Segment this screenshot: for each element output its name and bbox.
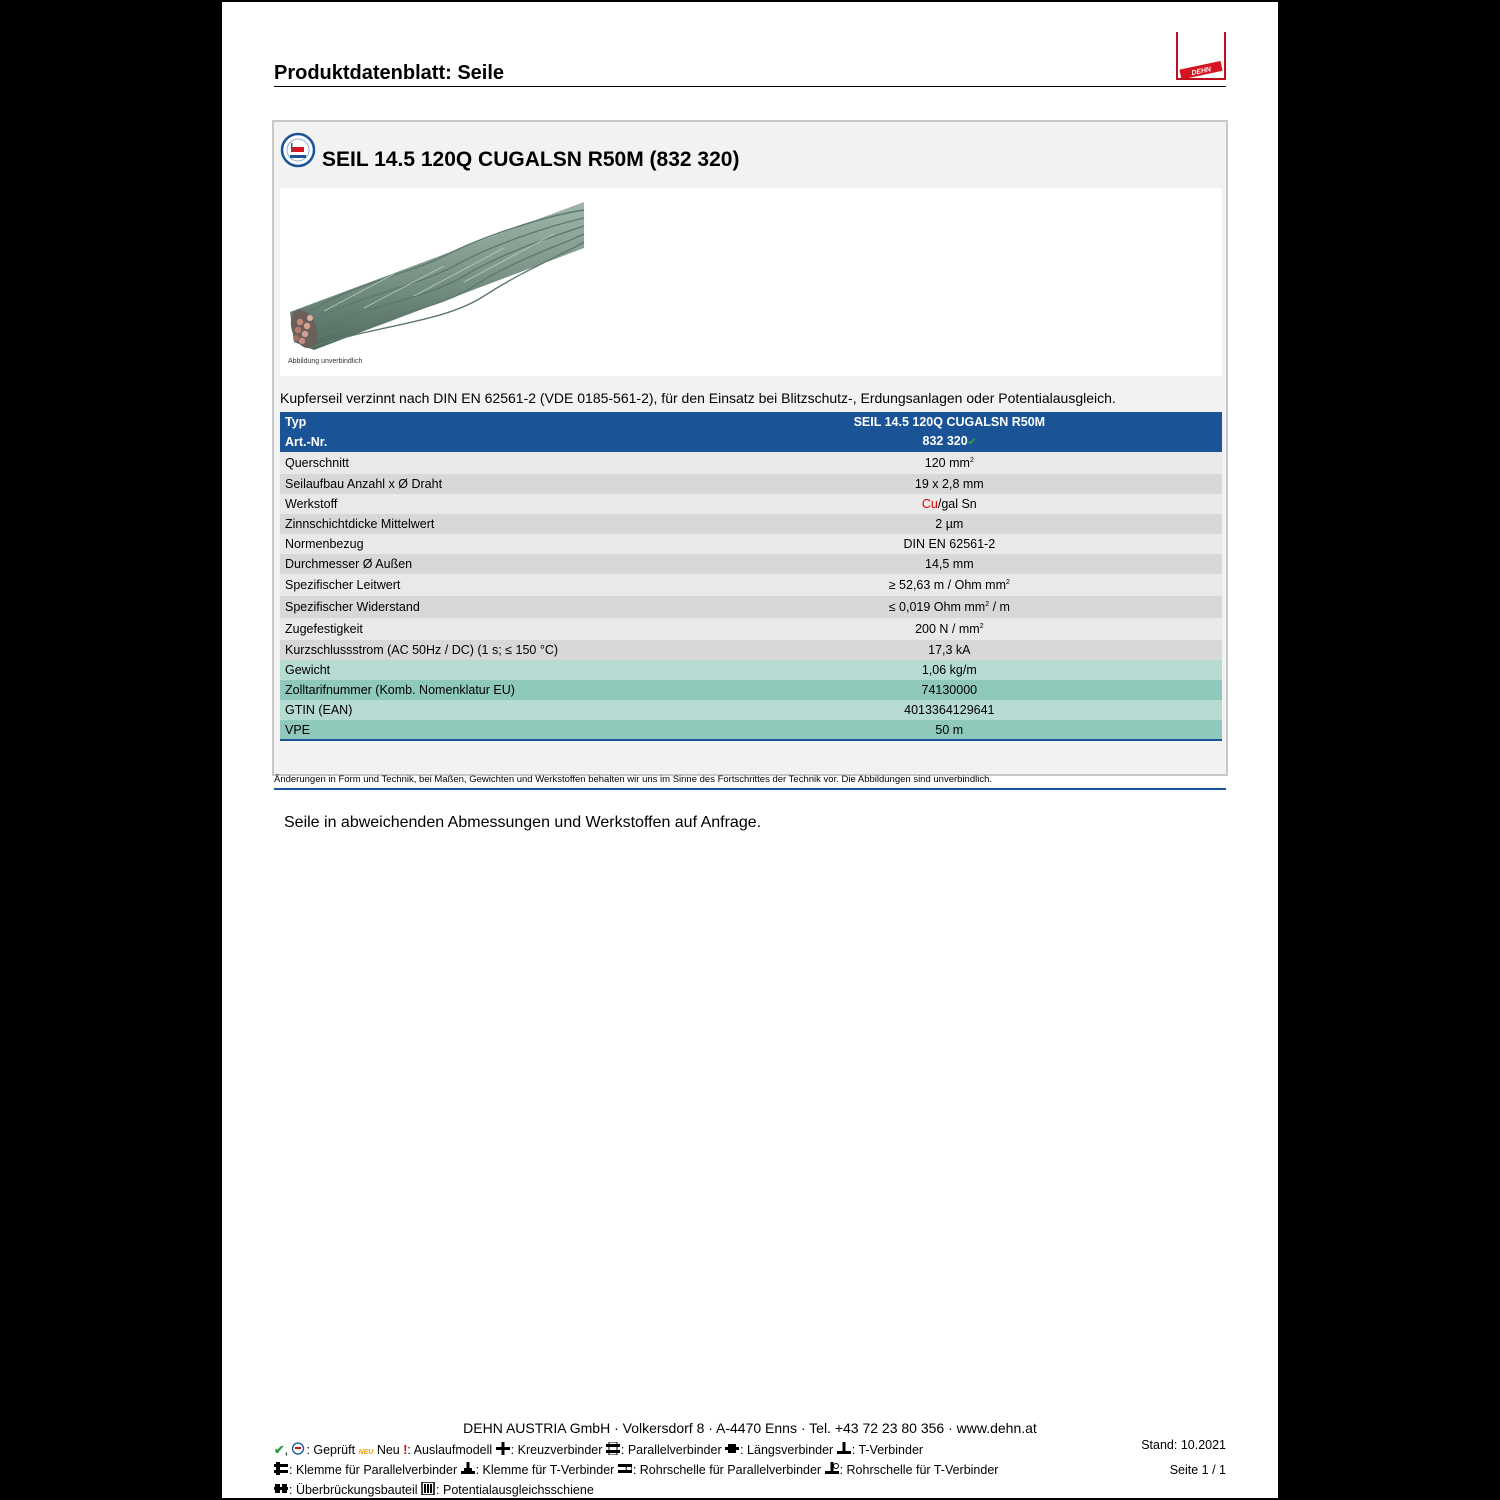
legend-klemme-t: : Klemme für T-Verbinder <box>475 1463 615 1477</box>
row-label: GTIN (EAN) <box>280 700 676 720</box>
pipe-clamp-t-icon <box>825 1462 839 1475</box>
legend-rohr-parallel: : Rohrschelle für Parallelverbinder <box>632 1463 822 1477</box>
legend-parallel: : Parallelverbinder <box>620 1443 722 1457</box>
t-clamp-icon <box>461 1462 475 1475</box>
product-image-area <box>280 188 1222 376</box>
title-divider <box>274 86 1226 87</box>
table-row <box>280 596 1222 618</box>
legend-t-verbinder: : T-Verbinder <box>851 1443 924 1457</box>
product-title: SEIL 14.5 120Q CUGALSN R50M (832 320) <box>322 148 740 171</box>
row-value-highlight: Cu <box>921 497 938 511</box>
row-label: Werkstoff <box>280 494 676 514</box>
check-icon: ✔ <box>967 437 977 448</box>
row-value: 74130000 <box>676 680 1222 700</box>
disclaimer-divider <box>274 788 1226 790</box>
legend-line-1: ✔, : Geprüft NEU Neu !: Auslaufmodell : Kreuzverbinder : Parallelverbinder : Längsverbinder : T-Verbinder <box>274 1443 924 1457</box>
table-row <box>280 660 1222 680</box>
row-value: DIN EN 62561-2 <box>676 534 1222 554</box>
row-label: Seilaufbau Anzahl x Ø Draht <box>280 474 676 494</box>
row-value: 17,3 kA <box>676 640 1222 660</box>
row-label: Normenbezug <box>280 534 676 554</box>
row-label: Kurzschlussstrom (AC 50Hz / DC) (1 s; ≤ 150 °C) <box>280 640 676 660</box>
row-value-sup: 2 <box>985 600 990 608</box>
row-value: 19 x 2,8 mm <box>676 474 1222 494</box>
table-row <box>280 720 1222 740</box>
table-row <box>280 534 1222 554</box>
table-header-artnr <box>280 432 1222 452</box>
table-row <box>280 680 1222 700</box>
table-row <box>280 700 1222 720</box>
table-row <box>280 574 1222 596</box>
new-icon: NEU <box>358 1449 374 1456</box>
row-label: Zinnschichtdicke Mittelwert <box>280 514 676 534</box>
gepruft-badge-icon <box>291 1442 305 1455</box>
gepruft-badge-icon <box>280 132 316 168</box>
availability-note: Seile in abweichenden Abmessungen und Werkstoffen auf Anfrage. <box>284 814 762 831</box>
row-label: VPE <box>280 720 676 740</box>
row-value-cell <box>676 494 1222 514</box>
product-card <box>272 120 1228 776</box>
row-value: ≤ 0,019 Ohm mm <box>888 600 986 614</box>
row-value: 50 m <box>676 720 1222 740</box>
legend-potential: : Potentialausgleichsschiene <box>436 1483 594 1497</box>
row-value: 2 µm <box>676 514 1222 534</box>
product-description: Kupferseil verzinnt nach DIN EN 62561-2 (VDE 0185-561-2), für den Einsatz bei Blitzschutz-, Erdungsanlagen oder Potentialausgleich. <box>280 390 1116 406</box>
table-row <box>280 554 1222 574</box>
row-value: 200 N / mm <box>915 622 980 636</box>
footer-page-number: Seite 1 / 1 <box>1169 1463 1226 1477</box>
row-label: Zugefestigkeit <box>280 618 676 640</box>
equipotential-bar-icon <box>421 1482 435 1495</box>
check-icon: ✔ <box>274 1443 285 1457</box>
row-value-cell <box>676 452 1222 474</box>
pipe-clamp-parallel-icon <box>618 1462 632 1475</box>
row-value-cell <box>676 574 1222 596</box>
row-value: /gal Sn <box>937 497 977 511</box>
image-caption: Abbildung unverbindlich <box>288 358 363 365</box>
spec-table <box>280 412 1222 741</box>
row-value-sup: 2 <box>969 456 974 464</box>
table-row <box>280 514 1222 534</box>
table-row <box>280 618 1222 640</box>
legend-klemme-parallel: : Klemme für Parallelverbinder <box>289 1463 458 1477</box>
row-label: Querschnitt <box>280 452 676 474</box>
t-connector-icon <box>837 1442 851 1455</box>
parallel-clamp-icon <box>274 1462 288 1475</box>
row-value-sup: 2 <box>979 622 984 630</box>
row-value: 14,5 mm <box>676 554 1222 574</box>
logo-text: DEHN <box>1190 66 1212 78</box>
legend-line-2 <box>274 1462 998 1478</box>
legend-laengs: : Längsverbinder <box>740 1443 834 1457</box>
row-value-sup: 2 <box>1006 578 1010 586</box>
row-label: Spezifischer Widerstand <box>280 596 676 618</box>
typ-value: SEIL 14.5 120Q CUGALSN R50M <box>676 412 1222 432</box>
artnr-value-cell <box>676 432 1222 452</box>
legend-geprueft: : Geprüft <box>306 1443 356 1457</box>
bridging-component-icon <box>274 1482 288 1495</box>
dehn-logo <box>1176 32 1226 80</box>
legend-kreuz: : Kreuzverbinder <box>510 1443 603 1457</box>
datasheet-page <box>222 2 1278 1498</box>
legend-line-3 <box>274 1482 594 1498</box>
footer-company: DEHN AUSTRIA GmbH · Volkersdorf 8 · A-4470 Enns · Tel. +43 72 23 80 356 · www.dehn.at <box>463 1420 1037 1436</box>
artnr-label: Art.-Nr. <box>280 432 676 452</box>
row-value: 1,06 kg/m <box>676 660 1222 680</box>
artnr-value: 832 320 <box>922 434 968 448</box>
row-label: Spezifischer Leitwert <box>280 574 676 596</box>
parallel-connector-icon <box>606 1442 620 1455</box>
row-value: 120 mm <box>924 456 970 470</box>
row-label: Gewicht <box>280 660 676 680</box>
row-label: Zolltarifnummer (Komb. Nomenklatur EU) <box>280 680 676 700</box>
row-value-cell <box>676 596 1222 618</box>
footer-stand: Stand: 10.2021 <box>1141 1438 1226 1452</box>
row-value: 4013364129641 <box>676 700 1222 720</box>
table-row <box>280 494 1222 514</box>
disclaimer: Änderungen in Form und Technik, bei Maßen, Gewichten und Werkstoffen behalten wir uns im Sinne des Fortschrittes der Technik vor. Die Abbildungen sind unverbindlich. <box>274 774 993 785</box>
longitudinal-connector-icon <box>725 1442 739 1455</box>
row-value-suffix: / m <box>989 600 1010 614</box>
row-value: ≥ 52,63 m / Ohm mm <box>888 578 1007 592</box>
legend-neu: Neu <box>373 1443 400 1457</box>
legend-ueberbrueckung: : Überbrückungsbauteil <box>289 1483 418 1497</box>
table-row <box>280 474 1222 494</box>
table-header-typ <box>280 412 1222 432</box>
cable-image <box>284 196 590 352</box>
legend-auslauf: : Auslaufmodell <box>407 1443 493 1457</box>
cross-connector-icon <box>496 1442 510 1455</box>
table-row <box>280 640 1222 660</box>
page-title: Produktdatenblatt: Seile <box>274 62 505 84</box>
legend-rohr-t: : Rohrschelle für T-Verbinder <box>839 1463 999 1477</box>
typ-label: Typ <box>280 412 676 432</box>
row-label: Durchmesser Ø Außen <box>280 554 676 574</box>
table-row <box>280 452 1222 474</box>
discontinued-icon: ! <box>403 1443 408 1457</box>
row-value-cell <box>676 618 1222 640</box>
